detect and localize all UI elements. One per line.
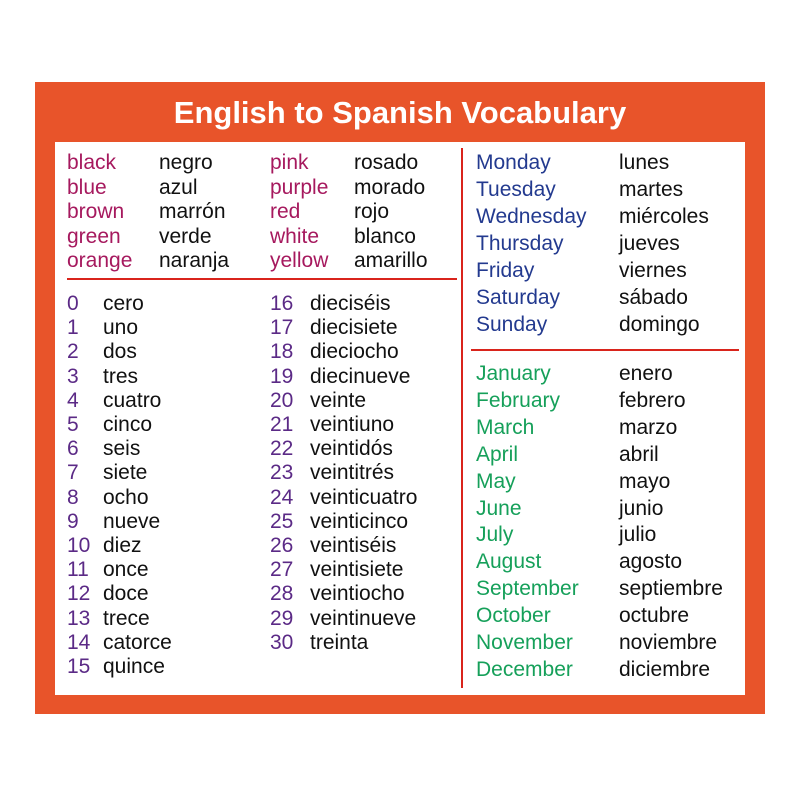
number-row-english: 4 xyxy=(67,388,79,412)
number-row-spanish: cinco xyxy=(103,413,153,436)
month-row-english: March xyxy=(476,415,535,439)
color-row-spanish: morado xyxy=(354,175,426,199)
number-row-english: 7 xyxy=(67,461,79,485)
color-row-english: yellow xyxy=(270,249,329,272)
month-row-english: April xyxy=(476,442,519,466)
day-row-spanish: miércoles xyxy=(619,205,709,228)
month-row-spanish: enero xyxy=(619,362,673,385)
number-row-spanish: tres xyxy=(103,364,139,388)
number-row-english: 18 xyxy=(270,340,294,364)
month-row-english: December xyxy=(476,657,573,681)
number-row-spanish: veintidós xyxy=(310,437,393,461)
number-row-english: 24 xyxy=(270,485,294,509)
number-row-spanish: nueve xyxy=(103,509,161,533)
number-row-english: 15 xyxy=(67,655,91,678)
number-row-spanish: quince xyxy=(103,655,165,678)
number-row-spanish: uno xyxy=(103,316,139,340)
number-row-english: 0 xyxy=(67,292,79,315)
number-row-spanish: seis xyxy=(103,437,141,461)
color-row-english: red xyxy=(270,200,301,223)
month-row-spanish: septiembre xyxy=(619,577,723,601)
month-row-english: September xyxy=(476,577,579,601)
number-row-spanish: veinte xyxy=(310,388,367,412)
number-row-english: 10 xyxy=(67,534,91,557)
number-row-spanish: cero xyxy=(103,292,144,315)
color-row-spanish: marrón xyxy=(159,200,226,223)
number-row-english: 17 xyxy=(270,316,294,340)
number-row-spanish: veinticuatro xyxy=(310,485,418,509)
number-row-spanish: veintinueve xyxy=(310,606,417,630)
number-row-english: 27 xyxy=(270,558,294,582)
month-row-spanish: octubre xyxy=(619,604,690,628)
month-row-spanish: mayo xyxy=(619,469,671,493)
color-row-spanish: blanco xyxy=(354,224,416,248)
number-row-spanish: dos xyxy=(103,340,137,364)
vocabulary-card xyxy=(35,82,765,714)
day-row-english: Thursday xyxy=(476,232,564,255)
month-row-english: July xyxy=(476,523,514,547)
color-row-english: blue xyxy=(67,175,107,199)
number-row-spanish: doce xyxy=(103,582,149,606)
number-row-english: 2 xyxy=(67,340,79,364)
number-row-english: 29 xyxy=(270,606,294,630)
month-row-english: October xyxy=(476,604,551,628)
days-months-divider xyxy=(471,349,739,351)
color-row-english: pink xyxy=(270,151,309,174)
number-row-spanish: catorce xyxy=(103,630,172,654)
color-row-spanish: naranja xyxy=(159,249,230,272)
number-row-english: 12 xyxy=(67,582,91,606)
number-row-spanish: veinticinco xyxy=(310,509,409,533)
day-row-spanish: jueves xyxy=(619,232,680,255)
number-row-spanish: once xyxy=(103,558,149,582)
vocabulary-panel xyxy=(55,142,745,695)
day-row-spanish: domingo xyxy=(619,313,700,336)
color-row-spanish: rosado xyxy=(354,151,419,174)
month-row-english: May xyxy=(476,469,516,493)
color-row-english: green xyxy=(67,224,121,248)
number-row-spanish: veintiuno xyxy=(310,413,395,436)
month-row-spanish: abril xyxy=(619,442,659,466)
number-row-english: 14 xyxy=(67,630,91,654)
vertical-divider xyxy=(461,148,463,688)
month-row-english: November xyxy=(476,631,573,654)
number-row-spanish: diecisiete xyxy=(310,316,398,340)
number-row-english: 1 xyxy=(67,316,79,340)
number-row-spanish: ocho xyxy=(103,485,149,509)
number-row-english: 21 xyxy=(270,413,294,436)
month-row-spanish: febrero xyxy=(619,388,686,412)
day-row-english: Saturday xyxy=(476,286,561,309)
month-row-spanish: diciembre xyxy=(619,657,711,681)
color-row-spanish: negro xyxy=(159,151,213,174)
number-row-spanish: veintiséis xyxy=(310,534,397,557)
month-row-english: January xyxy=(476,362,551,385)
number-row-spanish: dieciocho xyxy=(310,340,399,364)
month-row-spanish: noviembre xyxy=(619,631,718,654)
month-row-english: February xyxy=(476,388,561,412)
number-row-english: 11 xyxy=(67,558,89,582)
number-row-spanish: cuatro xyxy=(103,388,162,412)
number-row-spanish: diez xyxy=(103,534,142,557)
month-row-spanish: julio xyxy=(619,523,657,547)
number-row-english: 8 xyxy=(67,485,79,509)
color-row-english: orange xyxy=(67,249,133,272)
day-row-english: Tuesday xyxy=(476,178,556,201)
colors-numbers-divider xyxy=(67,278,457,280)
number-row-english: 28 xyxy=(270,582,294,606)
number-row-english: 25 xyxy=(270,509,294,533)
number-row-spanish: veintitrés xyxy=(310,461,395,485)
month-row-spanish: marzo xyxy=(619,415,678,439)
number-row-spanish: dieciséis xyxy=(310,292,391,315)
color-row-spanish: verde xyxy=(159,224,212,248)
color-row-spanish: amarillo xyxy=(354,249,428,272)
day-row-english: Sunday xyxy=(476,313,548,336)
number-row-english: 26 xyxy=(270,534,294,557)
number-row-spanish: trece xyxy=(103,606,150,630)
number-row-english: 3 xyxy=(67,364,79,388)
number-row-english: 5 xyxy=(67,413,79,436)
number-row-english: 16 xyxy=(270,292,294,315)
month-row-english: August xyxy=(476,550,542,574)
number-row-english: 22 xyxy=(270,437,294,461)
day-row-spanish: viernes xyxy=(619,259,687,282)
number-row-spanish: veintiocho xyxy=(310,582,405,606)
number-row-english: 13 xyxy=(67,606,91,630)
number-row-spanish: treinta xyxy=(310,630,369,654)
color-row-english: black xyxy=(67,151,117,174)
color-row-english: white xyxy=(270,224,320,248)
number-row-spanish: veintisiete xyxy=(310,558,404,582)
day-row-spanish: martes xyxy=(619,178,684,201)
color-row-spanish: rojo xyxy=(354,200,390,223)
color-row-spanish: azul xyxy=(159,175,198,199)
number-row-english: 20 xyxy=(270,388,294,412)
number-row-english: 30 xyxy=(270,630,294,654)
card-title: English to Spanish Vocabulary xyxy=(173,95,627,130)
day-row-spanish: lunes xyxy=(619,151,670,174)
number-row-english: 6 xyxy=(67,437,79,461)
day-row-english: Monday xyxy=(476,151,551,174)
day-row-english: Friday xyxy=(476,259,535,282)
day-row-spanish: sábado xyxy=(619,286,688,309)
number-row-spanish: siete xyxy=(103,461,148,485)
day-row-english: Wednesday xyxy=(476,205,587,228)
number-row-english: 9 xyxy=(67,509,79,533)
color-row-english: purple xyxy=(270,175,329,199)
number-row-english: 19 xyxy=(270,364,294,388)
number-row-spanish: diecinueve xyxy=(310,364,411,388)
month-row-english: June xyxy=(476,496,522,520)
month-row-spanish: agosto xyxy=(619,550,683,574)
number-row-english: 23 xyxy=(270,461,294,485)
color-row-english: brown xyxy=(67,200,125,223)
month-row-spanish: junio xyxy=(619,496,664,520)
